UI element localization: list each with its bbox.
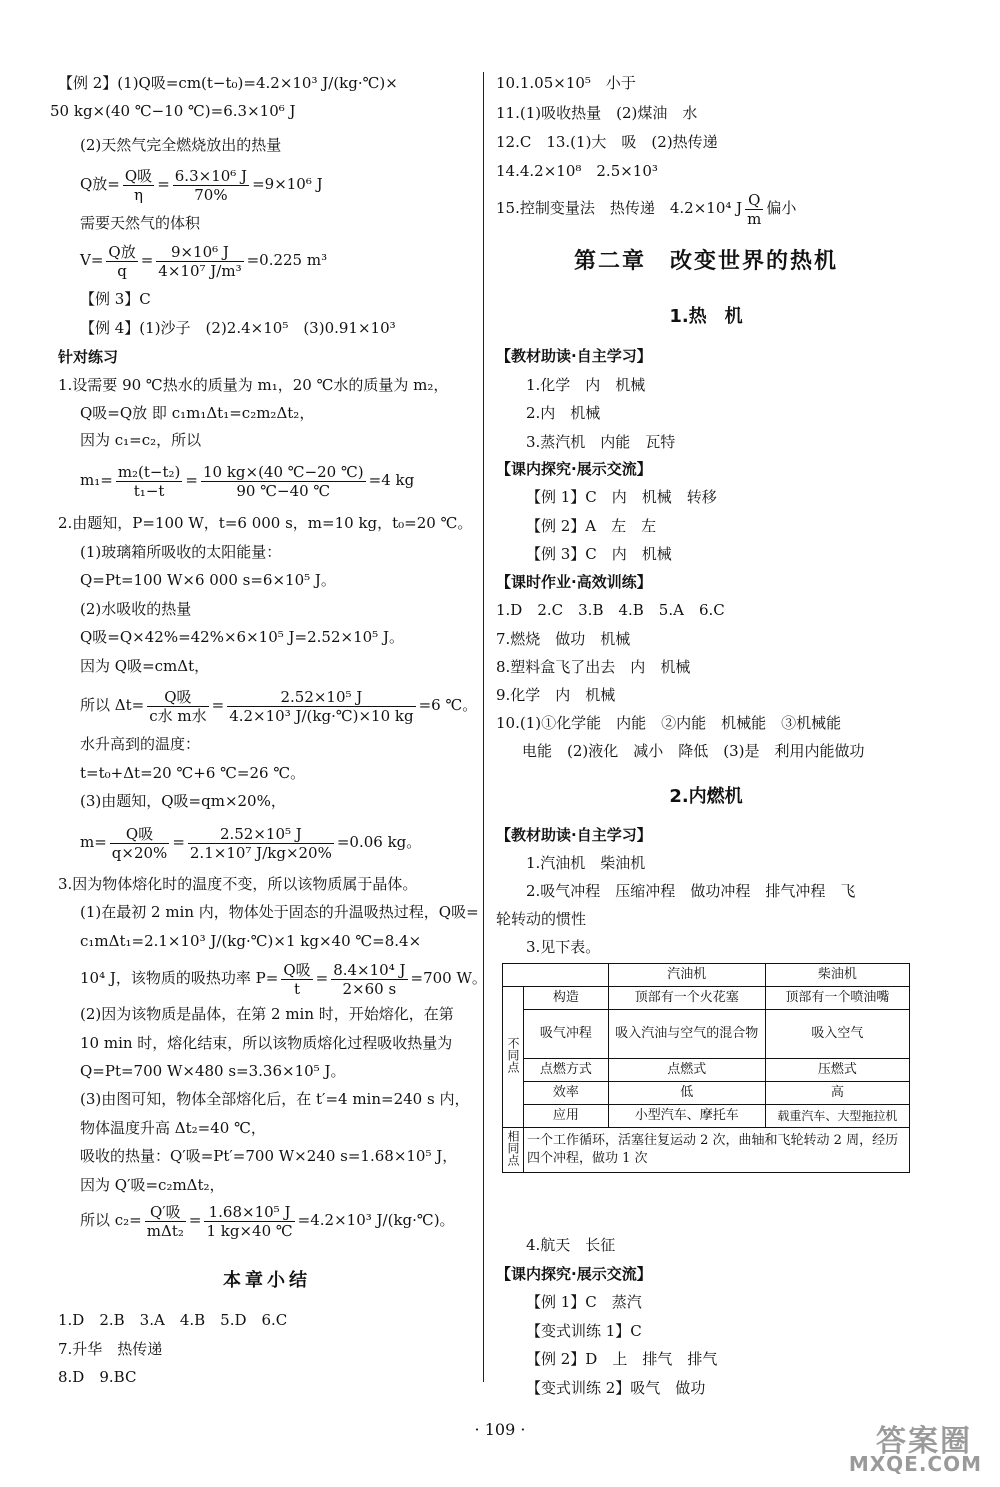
formula-line: m₁= $\frac{\text{m₂(t−t₂)}}{\text{t₁−t}}$ = $\frac{10 kg\times(40 ℃-20 ℃)}{90 ℃-40 ℃}$ =4 kg — [80, 462, 415, 500]
text-line: 2.内 机械 — [526, 404, 601, 422]
text-line: 需要天然气的体积 — [80, 214, 201, 232]
fraction: $\frac{Q}{m}$ — [747, 190, 762, 228]
table-row — [503, 1128, 910, 1173]
text-line: (3)由图可知，物体全部熔化后，在 t′=4 min=240 s 内， — [80, 1090, 470, 1108]
table-cell: 顶部有一个火花塞 — [608, 987, 765, 1010]
text-line: 3.蒸汽机 内能 瓦特 — [526, 433, 676, 451]
section-heading: 针对练习 — [58, 348, 119, 366]
section-heading: 【课内探究·展示交流】 — [496, 1265, 652, 1283]
table-cell: 点燃方式 — [524, 1059, 609, 1082]
text-line: 因为 Q′吸=c₂mΔt₂， — [80, 1176, 225, 1194]
formula-line: V= $\frac{\text{Q放}}{q}$ = $\frac{\text{9×10⁶ J}}{\text{4×10⁷ J/m³}}$ =0.225 m³ — [80, 242, 328, 280]
table-row-label: 不同点 — [503, 987, 524, 1128]
table-cell: 吸入空气 — [765, 1010, 909, 1059]
formula-line: m= $\frac{\text{Q吸}}{q\times 20\%}$ = $\frac{\text{2.52×10⁵ J}}{\text{2.1×10⁷ J/kg×20\%}}$ =0.06 kg。 — [80, 824, 422, 862]
text-line: (2)因为该物质是晶体，在第 2 min 时，开始熔化，在第 — [80, 1005, 454, 1023]
fraction: $\frac{\text{Q吸}}{t}$ — [283, 960, 311, 998]
text-line: 7.升华 热传递 — [58, 1340, 163, 1358]
table-header: 柴油机 — [765, 964, 909, 987]
text-line: 【例 2】A 左 左 — [526, 517, 657, 535]
text-line: 因为 Q吸=cmΔt， — [80, 657, 210, 675]
text-line: 吸收的热量：Q′吸=Pt′=700 W×240 s=1.68×10⁵ J， — [80, 1147, 458, 1165]
text-line: 14.4.2×10⁸ 2.5×10³ — [496, 162, 658, 180]
table-cell: 吸入汽油与空气的混合物 — [608, 1010, 765, 1059]
table-cell-empty — [503, 964, 609, 987]
text-line: 1.化学 内 机械 — [526, 376, 646, 394]
text-line: 1.设需要 90 ℃热水的质量为 m₁，20 ℃水的质量为 m₂， — [58, 376, 449, 394]
text-line: 7.燃烧 做功 机械 — [496, 630, 631, 648]
text-line: 3.因为物体熔化时的温度不变，所以该物质属于晶体。 — [58, 875, 418, 893]
text-line: 8.塑料盒飞了出去 内 机械 — [496, 658, 691, 676]
table-row — [503, 1105, 910, 1128]
text-line: Q=Pt=700 W×480 s=3.36×10⁵ J。 — [80, 1062, 346, 1080]
text-line: 4.航天 长征 — [526, 1236, 616, 1254]
page-number: · 109 · — [474, 1420, 526, 1439]
text-line: c₁mΔt₁=2.1×10³ J/(kg·℃)×1 kg×40 ℃=8.4× — [80, 932, 422, 950]
text-line: 【变式训练 1】C — [526, 1322, 642, 1340]
formula-line: 所以 c₂= $\frac{\text{Q′吸}}{\text{mΔt₂}}$ = $\frac{\text{1.68×10⁵ J}}{1 kg\times 40 ℃}$ =4.2×10³ J/(kg·℃)。 — [80, 1202, 455, 1240]
text-line: 【例 3】C 内 机械 — [526, 545, 672, 563]
table-header: 汽油机 — [608, 964, 765, 987]
table-row — [503, 987, 910, 1010]
watermark-text: 答案圈 — [876, 1424, 972, 1459]
fraction: $\frac{\text{2.52×10⁵ J}}{\text{4.2×10³ J/(kg·℃)×10 kg}}$ — [229, 687, 414, 725]
text-line: 水升高到的温度： — [80, 735, 201, 753]
text-line: (1)在最初 2 min 内，物体处于固态的升温吸热过程，Q吸= — [80, 903, 479, 921]
section-title: 1.热 机 — [669, 306, 743, 327]
table-row — [503, 964, 910, 987]
text-line: (2)天然气完全燃烧放出的热量 — [80, 136, 282, 154]
text-line: (3)由题知，Q吸=qm×20%， — [80, 792, 286, 810]
text-line: 【例 1】C 蒸汽 — [526, 1293, 642, 1311]
formula-line: 所以 Δt= $\frac{\text{Q吸}}{\text{c水 m水}}$ = $\frac{\text{2.52×10⁵ J}}{\text{4.2×10³ J/(kg·℃)×10 kg}}$ =6 ℃。 — [80, 687, 478, 725]
text-line: (2)水吸收的热量 — [80, 600, 192, 618]
fraction: $\frac{\text{8.4×10⁴ J}}{2\times 60 s}$ — [333, 960, 406, 998]
text-line: 9.化学 内 机械 — [496, 686, 616, 704]
text-line: 1.D 2.B 3.A 4.B 5.D 6.C — [58, 1311, 288, 1329]
table-row — [503, 1059, 910, 1082]
watermark-url: MXQE.COM — [848, 1452, 982, 1476]
section-heading: 【课内探究·展示交流】 — [496, 460, 652, 478]
table-cell: 构造 — [524, 987, 609, 1010]
table-cell: 高 — [765, 1082, 909, 1105]
fraction: $\frac{\text{Q吸}}{q\times 20\%}$ — [111, 824, 168, 862]
fraction: $\frac{\text{Q吸}}{\eta}$ — [124, 166, 153, 204]
text-line: 3.见下表。 — [526, 938, 601, 956]
table-cell: 低 — [608, 1082, 765, 1105]
text-line: 8.D 9.BC — [58, 1368, 137, 1386]
table-cell: 顶部有一个喷油嘴 — [765, 987, 909, 1010]
fraction: $\frac{\text{Q′吸}}{\text{mΔt₂}}$ — [146, 1202, 184, 1240]
text-line: 【例 4】(1)沙子 (2)2.4×10⁵ (3)0.91×10³ — [80, 319, 396, 337]
text-line: 50 kg×(40 ℃−10 ℃)=6.3×10⁶ J — [50, 102, 296, 120]
text-line: 2.由题知，P=100 W，t=6 000 s，m=10 kg，t₀=20 ℃。 — [58, 514, 473, 532]
text-line: 轮转动的惯性 — [496, 910, 587, 928]
column-divider — [483, 72, 484, 1382]
section-title: 2.内燃机 — [669, 786, 743, 807]
table-cell: 小型汽车、摩托车 — [608, 1105, 765, 1128]
fraction: $\frac{\text{2.52×10⁵ J}}{\text{2.1×10⁷ J/kg×20\%}}$ — [189, 824, 332, 862]
fraction: $\frac{\text{6.3×10⁶ J}}{70\%}$ — [174, 166, 248, 204]
text-line: 因为 c₁=c₂，所以 — [80, 431, 202, 449]
text-line: 11.(1)吸收热量 (2)煤油 水 — [496, 104, 698, 122]
text-line: t=t₀+Δt=20 ℃+6 ℃=26 ℃。 — [80, 764, 306, 782]
text-line: 12.C 13.(1)大 吸 (2)热传递 — [496, 133, 718, 151]
fraction: $\frac{\text{1.68×10⁵ J}}{1 kg\times 40 ℃}$ — [206, 1202, 293, 1240]
engine-comparison-table — [502, 963, 910, 1173]
text-line: 【例 2】D 上 排气 排气 — [526, 1350, 718, 1368]
table-cell: 点燃式 — [608, 1059, 765, 1082]
fraction: $\frac{10 kg\times(40 ℃-20 ℃)}{90 ℃-40 ℃}$ — [202, 462, 364, 500]
table-cell: 压燃式 — [765, 1059, 909, 1082]
section-heading: 【教材助读·自主学习】 — [496, 347, 652, 365]
text-line: 10.1.05×10⁵ 小于 — [496, 74, 636, 92]
watermark-logo — [822, 1416, 982, 1476]
chapter-title: 第二章 改变世界的热机 — [573, 249, 838, 274]
section-heading: 【教材助读·自主学习】 — [496, 826, 652, 844]
text-line: 电能 (2)液化 减小 降低 (3)是 利用内能做功 — [522, 742, 865, 760]
fraction: $\frac{\text{Q吸}}{\text{c水 m水}}$ — [149, 687, 207, 725]
table-row-label: 相同点 — [503, 1128, 524, 1173]
table-cell: 载重汽车、大型拖拉机 — [765, 1105, 909, 1128]
text-line: 10.(1)①化学能 内能 ②内能 机械能 ③机械能 — [496, 714, 842, 732]
text-line: (1)玻璃箱所吸收的太阳能量： — [80, 543, 282, 561]
text-line: 2.吸气冲程 压缩冲程 做功冲程 排气冲程 飞 — [526, 882, 856, 900]
text-line: 【例 3】C — [80, 290, 151, 308]
table-row — [503, 1010, 910, 1059]
table-row — [503, 1082, 910, 1105]
fraction: $\frac{\text{m₂(t−t₂)}}{\text{t₁−t}}$ — [117, 462, 181, 500]
text-line: 【例 2】(1)Q吸=cm(t−t₀)=4.2×10³ J/(kg·℃)× — [58, 74, 398, 92]
text-line: Q=Pt=100 W×6 000 s=6×10⁵ J。 — [80, 571, 336, 589]
formula-line: 15.控制变量法 热传递 4.2×10⁴ J $\frac{Q}{m}$ 偏小 — [496, 190, 797, 228]
text-line: 10 min 时，熔化结束，所以该物质熔化过程吸收热量为 — [80, 1034, 453, 1052]
fraction: $\frac{\text{9×10⁶ J}}{\text{4×10⁷ J/m³}}$ — [158, 242, 242, 280]
text-line: 【变式训练 2】吸气 做功 — [526, 1379, 706, 1397]
text-line: Q吸=Q×42%=42%×6×10⁵ J=2.52×10⁵ J。 — [80, 628, 404, 646]
section-heading: 【课时作业·高效训练】 — [496, 573, 652, 591]
text-line: 【例 1】C 内 机械 转移 — [526, 488, 717, 506]
text-line: 1.D 2.C 3.B 4.B 5.A 6.C — [496, 601, 725, 619]
fraction: $\frac{\text{Q放}}{q}$ — [108, 242, 136, 280]
table-cell: 效率 — [524, 1082, 609, 1105]
text-line: 物体温度升高 Δt₂=40 ℃， — [80, 1119, 266, 1137]
table-cell: 应用 — [524, 1105, 609, 1128]
table-cell: 一个工作循环，活塞往复运动 2 次，曲轴和飞轮转动 2 周，经历四个冲程，做功 1 次 — [524, 1128, 910, 1173]
formula-line: Q放= $\frac{\text{Q吸}}{\eta}$ = $\frac{\text{6.3×10⁶ J}}{70\%}$ =9×10⁶ J — [80, 166, 323, 204]
text-line: 1.汽油机 柴油机 — [526, 854, 646, 872]
text-line: Q吸=Q放 即 c₁m₁Δt₁=c₂m₂Δt₂， — [80, 404, 315, 422]
formula-line: 10⁴ J，该物质的吸热功率 P= $\frac{\text{Q吸}}{t}$ = $\frac{\text{8.4×10⁴ J}}{2\times 60 s}$ =700 W。 — [80, 960, 487, 998]
section-title: 本章小结 — [223, 1270, 311, 1291]
table-cell: 吸气冲程 — [524, 1010, 609, 1059]
